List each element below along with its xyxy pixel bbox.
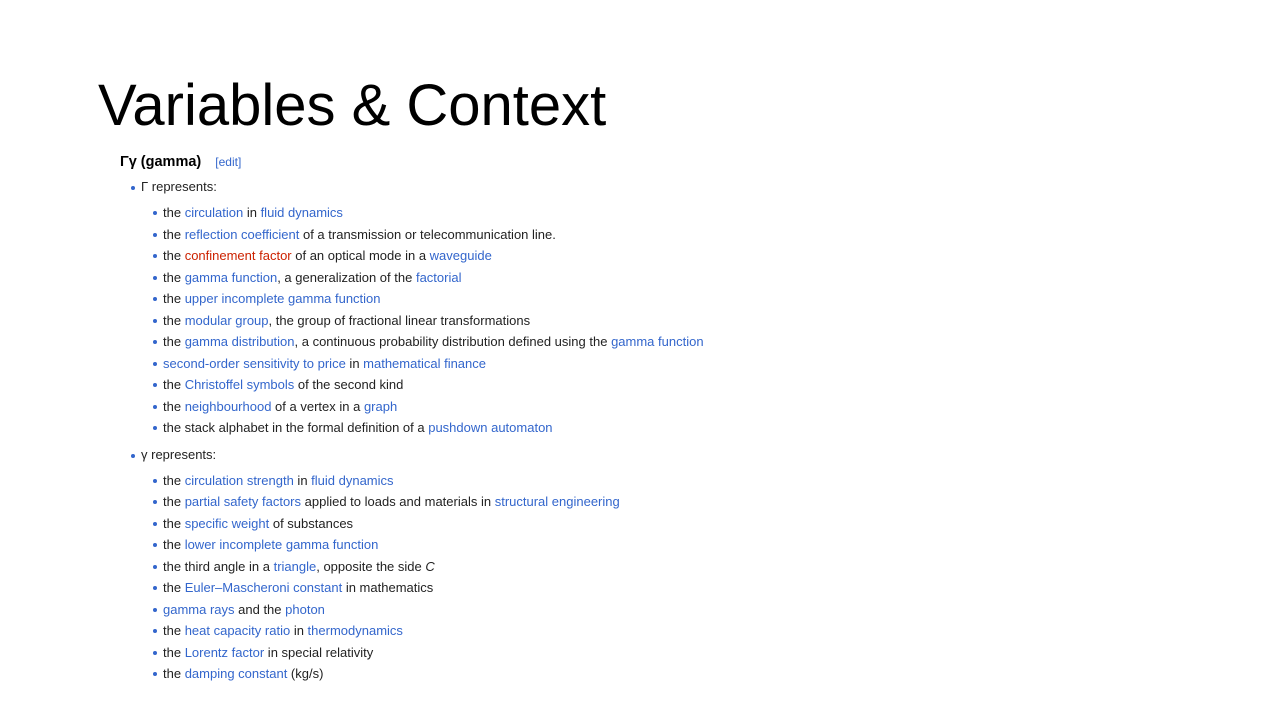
- list-item: [163, 288, 840, 310]
- group-label: Γ represents:: [141, 179, 217, 194]
- item-text: of the second kind: [294, 377, 404, 392]
- item-text: the: [163, 580, 185, 595]
- list-item: [163, 374, 840, 396]
- wiki-link[interactable]: circulation: [184, 205, 244, 220]
- list-item: [163, 534, 840, 556]
- list-item: [163, 642, 840, 664]
- item-text: the: [163, 334, 185, 349]
- item-text: the: [163, 205, 185, 220]
- item-text: (kg/s): [287, 666, 324, 681]
- meanings-list: [141, 202, 840, 439]
- item-text: of an optical mode in a: [291, 248, 430, 263]
- wiki-link[interactable]: fluid dynamics: [260, 205, 343, 220]
- item-text: of substances: [269, 515, 354, 531]
- wiki-link[interactable]: upper incomplete gamma function: [184, 291, 381, 306]
- item-text: the: [163, 226, 185, 242]
- item-text: in mathematics: [342, 580, 434, 595]
- list-item: [163, 599, 840, 621]
- wiki-link[interactable]: factorial: [415, 269, 462, 285]
- edit-link[interactable]: [edit]: [215, 155, 242, 169]
- list-item: [163, 556, 840, 578]
- wiki-link[interactable]: pushdown automaton: [428, 420, 553, 435]
- list-item: [163, 202, 840, 224]
- item-text: of a vertex in a: [271, 398, 364, 414]
- group-label: γ represents:: [141, 446, 217, 462]
- meaning-groups: [120, 177, 840, 685]
- wiki-link[interactable]: modular group: [184, 312, 269, 328]
- wiki-link[interactable]: gamma function: [611, 334, 704, 349]
- item-text: in: [290, 623, 308, 638]
- wiki-link[interactable]: photon: [285, 601, 325, 617]
- item-text: in: [243, 205, 261, 220]
- item-text: the stack alphabet in the formal definition of a: [163, 420, 429, 435]
- item-text: , opposite the side: [316, 558, 426, 574]
- wiki-link[interactable]: damping constant: [184, 666, 288, 681]
- item-text: the: [163, 515, 185, 531]
- item-text: the: [163, 644, 185, 660]
- list-item: [163, 417, 840, 439]
- item-text: the: [163, 494, 185, 509]
- item-text: the third angle in a: [163, 558, 274, 574]
- wiki-link[interactable]: lower incomplete gamma function: [184, 537, 379, 552]
- list-item: [163, 470, 840, 492]
- list-item: [163, 577, 840, 599]
- section-heading: [120, 151, 840, 173]
- wiki-link[interactable]: mathematical finance: [363, 355, 486, 371]
- wiki-link[interactable]: waveguide: [429, 248, 492, 263]
- item-text: the: [163, 666, 185, 681]
- list-item: [163, 224, 840, 246]
- wiki-link[interactable]: heat capacity ratio: [184, 623, 291, 638]
- group-gamma-upper: [141, 177, 840, 439]
- wiki-link[interactable]: Christoffel symbols: [184, 377, 295, 392]
- item-text: the: [163, 537, 185, 552]
- item-text: in: [293, 472, 312, 488]
- item-italic-text: C: [425, 558, 435, 574]
- item-text: the: [163, 398, 185, 414]
- list-item: [163, 491, 840, 513]
- list-item: [163, 331, 840, 353]
- item-text: in special relativity: [264, 644, 374, 660]
- wiki-link[interactable]: Euler–Mascheroni constant: [184, 580, 343, 595]
- wiki-link[interactable]: Lorentz factor: [184, 644, 265, 660]
- item-text: , a continuous probability distribution defined using the: [294, 334, 612, 349]
- wiki-link[interactable]: gamma rays: [163, 601, 235, 617]
- wiki-link[interactable]: fluid dynamics: [311, 472, 394, 488]
- item-text: the: [163, 248, 185, 263]
- wiki-link[interactable]: circulation strength: [184, 472, 294, 488]
- wiki-link[interactable]: confinement factor: [184, 248, 292, 263]
- list-item: [163, 620, 840, 642]
- item-text: in: [345, 355, 364, 371]
- group-gamma-lower: [141, 445, 840, 685]
- wiki-excerpt: [120, 151, 840, 691]
- wiki-link[interactable]: thermodynamics: [307, 623, 403, 638]
- item-text: applied to loads and materials in: [301, 494, 495, 509]
- meanings-list: [141, 470, 840, 685]
- item-text: of a transmission or telecommunication line.: [299, 226, 556, 242]
- list-item: [163, 663, 840, 685]
- item-text: , the group of fractional linear transformations: [268, 312, 531, 328]
- item-text: the: [163, 291, 185, 306]
- wiki-link[interactable]: triangle: [273, 558, 317, 574]
- wiki-link[interactable]: partial safety factors: [184, 494, 302, 509]
- wiki-link[interactable]: gamma function: [184, 269, 278, 285]
- slide-title: Variables & Context: [98, 73, 607, 138]
- wiki-link[interactable]: specific weight: [184, 515, 270, 531]
- list-item: [163, 245, 840, 267]
- list-item: [163, 267, 840, 289]
- item-text: the: [163, 623, 185, 638]
- item-text: the: [163, 269, 185, 285]
- item-text: and the: [234, 601, 286, 617]
- wiki-link[interactable]: second-order sensitivity to price: [163, 355, 346, 371]
- section-heading-text: Γγ (gamma): [120, 154, 202, 170]
- wiki-link[interactable]: structural engineering: [494, 494, 620, 509]
- item-text: the: [163, 472, 185, 488]
- wiki-link[interactable]: graph: [363, 398, 398, 414]
- wiki-link[interactable]: neighbourhood: [184, 398, 272, 414]
- item-text: the: [163, 312, 185, 328]
- wiki-link[interactable]: reflection coefficient: [184, 226, 300, 242]
- wiki-link[interactable]: gamma distribution: [184, 334, 295, 349]
- list-item: [163, 353, 840, 375]
- item-text: , a generalization of the: [277, 269, 416, 285]
- item-text: the: [163, 377, 185, 392]
- list-item: [163, 513, 840, 535]
- list-item: [163, 310, 840, 332]
- list-item: [163, 396, 840, 418]
